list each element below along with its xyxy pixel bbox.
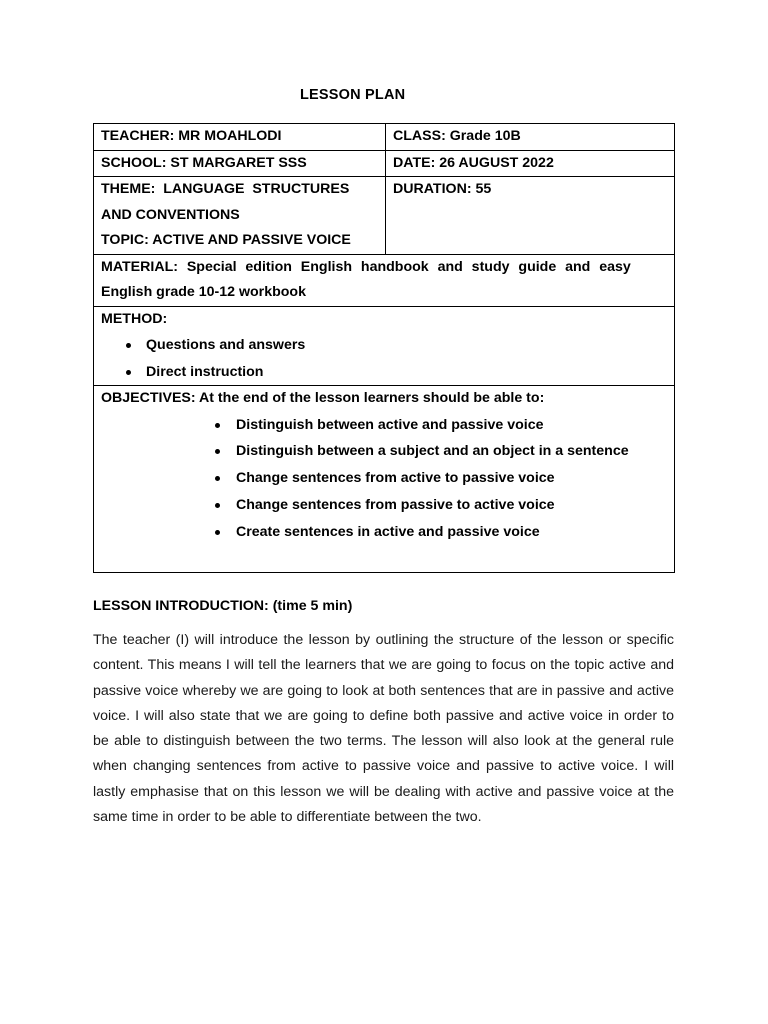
table-row <box>94 150 675 177</box>
introduction-paragraph: The teacher (I) will introduce the lesson by outlining the structure of the lesson or specific content. This means I will tell the learners that we are going to focus on the topic active and passive voice whereby we are going to look at both sentences that are in passive and active voice. I will also state that we are going to define both passive and active voice in order to be able to distinguish between the two terms. The lesson will also look at the general rule when changing sentences from active to passive voice and passive to active voice. I will lastly emphasise that on this lesson we will be dealing with active and passive voice at the same time in order to be able to differentiate between the two. <box>93 632 674 826</box>
theme-topic-cell <box>94 177 386 255</box>
objective-item-text: Change sentences from active to passive voice <box>236 470 555 487</box>
school-cell: SCHOOL: ST MARGARET SSS <box>94 150 386 177</box>
method-cell <box>94 306 675 386</box>
objectives-label: OBJECTIVES: At the end of the lesson learners should be able to: <box>101 390 545 406</box>
bullet-icon <box>126 370 131 375</box>
objectives-list <box>101 412 667 546</box>
material-line-2: English grade 10-12 workbook <box>101 284 306 300</box>
objective-item-text: Create sentences in active and passive voice <box>236 523 540 540</box>
objective-item-text: Change sentences from passive to active voice <box>236 496 555 513</box>
class-cell: CLASS: Grade 10B <box>386 124 675 151</box>
bullet-icon <box>215 423 220 428</box>
method-label: METHOD: <box>101 310 168 327</box>
theme-line-2: AND CONVENTIONS <box>101 206 240 223</box>
document-title: LESSON PLAN <box>300 87 406 103</box>
table-row <box>94 124 675 151</box>
list-item <box>101 519 667 546</box>
bullet-icon <box>215 530 220 535</box>
lesson-plan-table <box>93 123 675 573</box>
table-row <box>94 177 675 255</box>
list-item <box>101 492 667 519</box>
material-line-1: MATERIAL: Special edition English handbook and study guide and easy <box>101 258 631 275</box>
bullet-icon <box>126 343 131 348</box>
theme-line-1: THEME: LANGUAGE STRUCTURES <box>101 181 350 197</box>
bullet-icon <box>215 476 220 481</box>
date-cell: DATE: 26 AUGUST 2022 <box>386 150 675 177</box>
table-row <box>94 254 675 306</box>
objective-item-text: Distinguish between a subject and an object in a sentence <box>236 443 629 460</box>
duration-cell: DURATION: 55 <box>386 177 675 255</box>
list-item <box>101 359 667 386</box>
list-item <box>101 412 667 439</box>
objectives-cell <box>94 386 675 573</box>
method-list <box>101 332 667 385</box>
list-item <box>101 438 667 465</box>
objective-item-text: Distinguish between active and passive voice <box>236 416 544 433</box>
material-cell <box>94 254 675 306</box>
teacher-cell: TEACHER: MR MOAHLODI <box>94 124 386 151</box>
introduction-heading: LESSON INTRODUCTION: (time 5 min) <box>93 598 353 614</box>
method-item-text: Questions and answers <box>146 337 306 353</box>
bullet-icon <box>215 503 220 508</box>
list-item <box>101 332 667 359</box>
topic-line: TOPIC: ACTIVE AND PASSIVE VOICE <box>101 232 351 248</box>
list-item <box>101 465 667 492</box>
table-row <box>94 306 675 386</box>
bullet-icon <box>215 449 220 454</box>
table-row <box>94 386 675 573</box>
method-item-text: Direct instruction <box>146 363 264 380</box>
